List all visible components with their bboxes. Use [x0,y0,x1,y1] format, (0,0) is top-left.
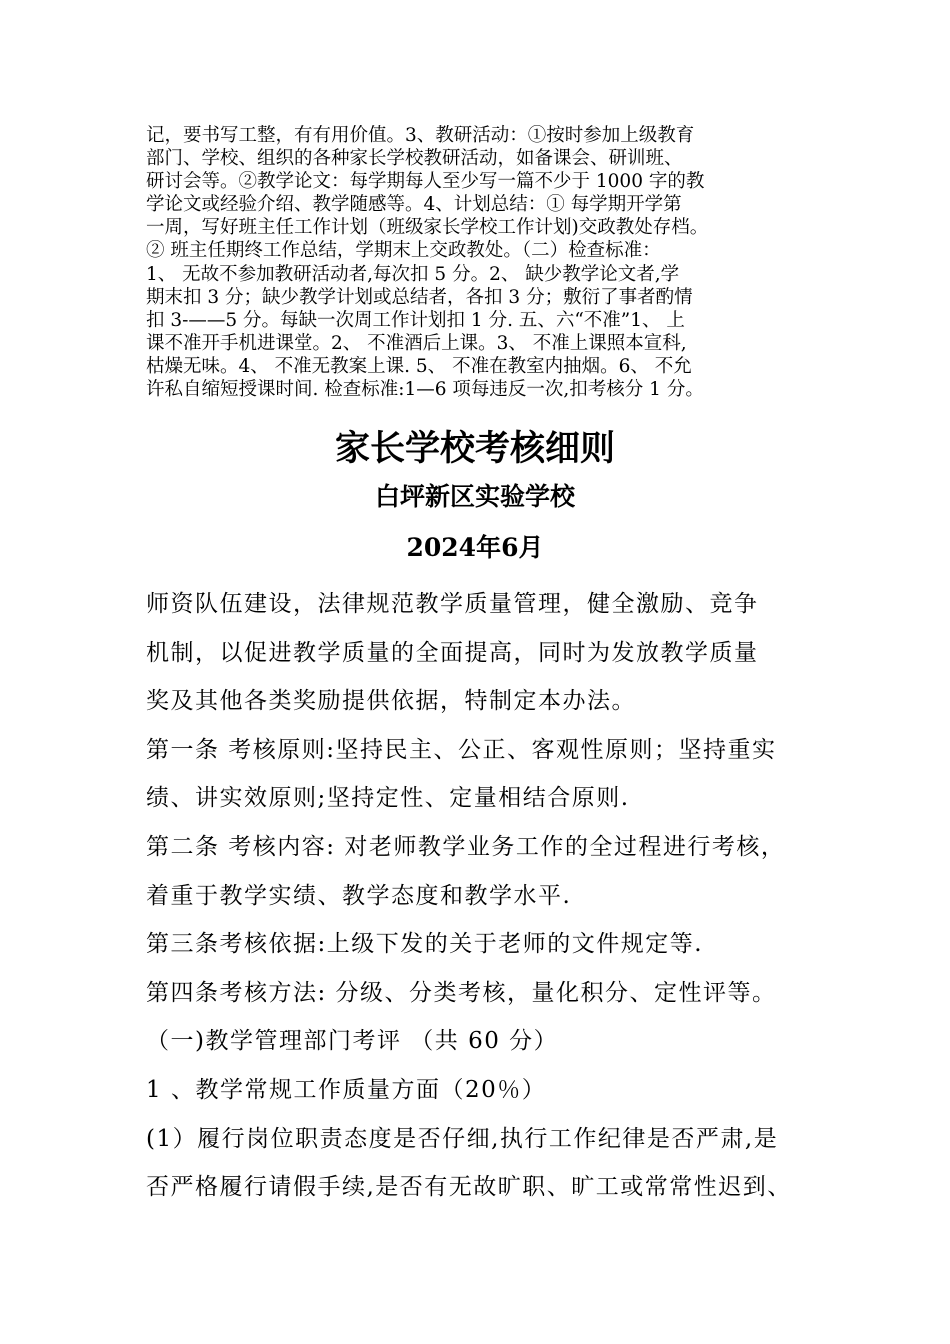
text-line: 一周，写好班主任工作计划（班级家长学校工作计划)交政教处存档。 [146,217,709,239]
text-line: （一)教学管理部门考评 （共 60 分） [146,1028,559,1055]
text-line: 奖及其他各类奖励提供依据，特制定本办法。 [146,688,636,715]
text-line: 研讨会等。②教学论文：每学期每人至少写一篇不少于 1000 字的教 [146,171,705,193]
text-line: 否严格履行请假手续,是否有无故旷职、旷工或常常性迟到、 [146,1174,792,1201]
school-name: 白坪新区实验学校 [374,482,575,511]
text-line: ② 班主任期终工作总结，学期末上交政教处。（二）检查标准： [146,240,661,262]
body-text [146,580,826,1212]
document-date: 2024年6月 [406,533,544,562]
text-line: 第二条 考核内容: 对老师教学业务工作的全过程进行考核， [146,833,786,860]
text-line: (1）履行岗位职责态度是否仔细,执行工作纪律是否严肃,是 [146,1125,779,1152]
text-line: 1、 无故不参加教研活动者,每次扣 5 分。2、 缺少教学论文者,学 [146,263,680,285]
text-line: 机制，以促进教学质量的全面提高，同时为发放教学质量 [146,639,759,666]
text-line: 第三条考核依据:上级下发的关于老师的文件规定等. [146,931,704,958]
text-line: 许私自缩短授课时间. 检查标准:1—6 项每违反一次,扣考核分 1 分。 [146,379,704,401]
text-line: 扣 3-——5 分。每缺一次周工作计划扣 1 分. 五、六“不准”1、 上 [146,309,685,331]
text-line: 1 、教学常规工作质量方面（20％） [146,1076,547,1103]
text-line: 第一条 考核原则:坚持民主、公正、客观性原则；坚持重实 [146,736,777,763]
text-line: 课不准开手机进课堂。2、 不准酒后上课。3、 不准上课照本宣科, [146,332,687,354]
text-line: 学论文或经验介绍、教学随感等。4、计划总结：① 每学期开学第 [146,194,682,216]
text-line: 第四条考核方法: 分级、分类考核，量化积分、定性评等。 [146,979,777,1006]
text-line: 师资队伍建设，法律规范教学质量管理，健全激励、竞争 [146,591,759,617]
document-title: 家长学校考核细则 [334,428,615,469]
continued-paragraph [146,124,810,401]
text-line: 枯燥无味。4、 不准无教案上课. 5、 不准在教室内抽烟。6、 不允 [146,355,692,377]
text-line: 期末扣 3 分；缺少教学计划或总结者，各扣 3 分；敷衍了事者酌情 [146,286,693,308]
text-line: 记，要书写工整，有有用价值。3、教研活动：①按时参加上级教育 [146,125,695,146]
text-line: 绩、讲实效原则;坚持定性、定量相结合原则. [146,785,630,812]
text-line: 着重于教学实绩、教学态度和教学水平. [146,882,572,909]
text-line: 部门、学校、组织的各种家长学校教研活动，如备课会、研训班、 [146,148,683,170]
